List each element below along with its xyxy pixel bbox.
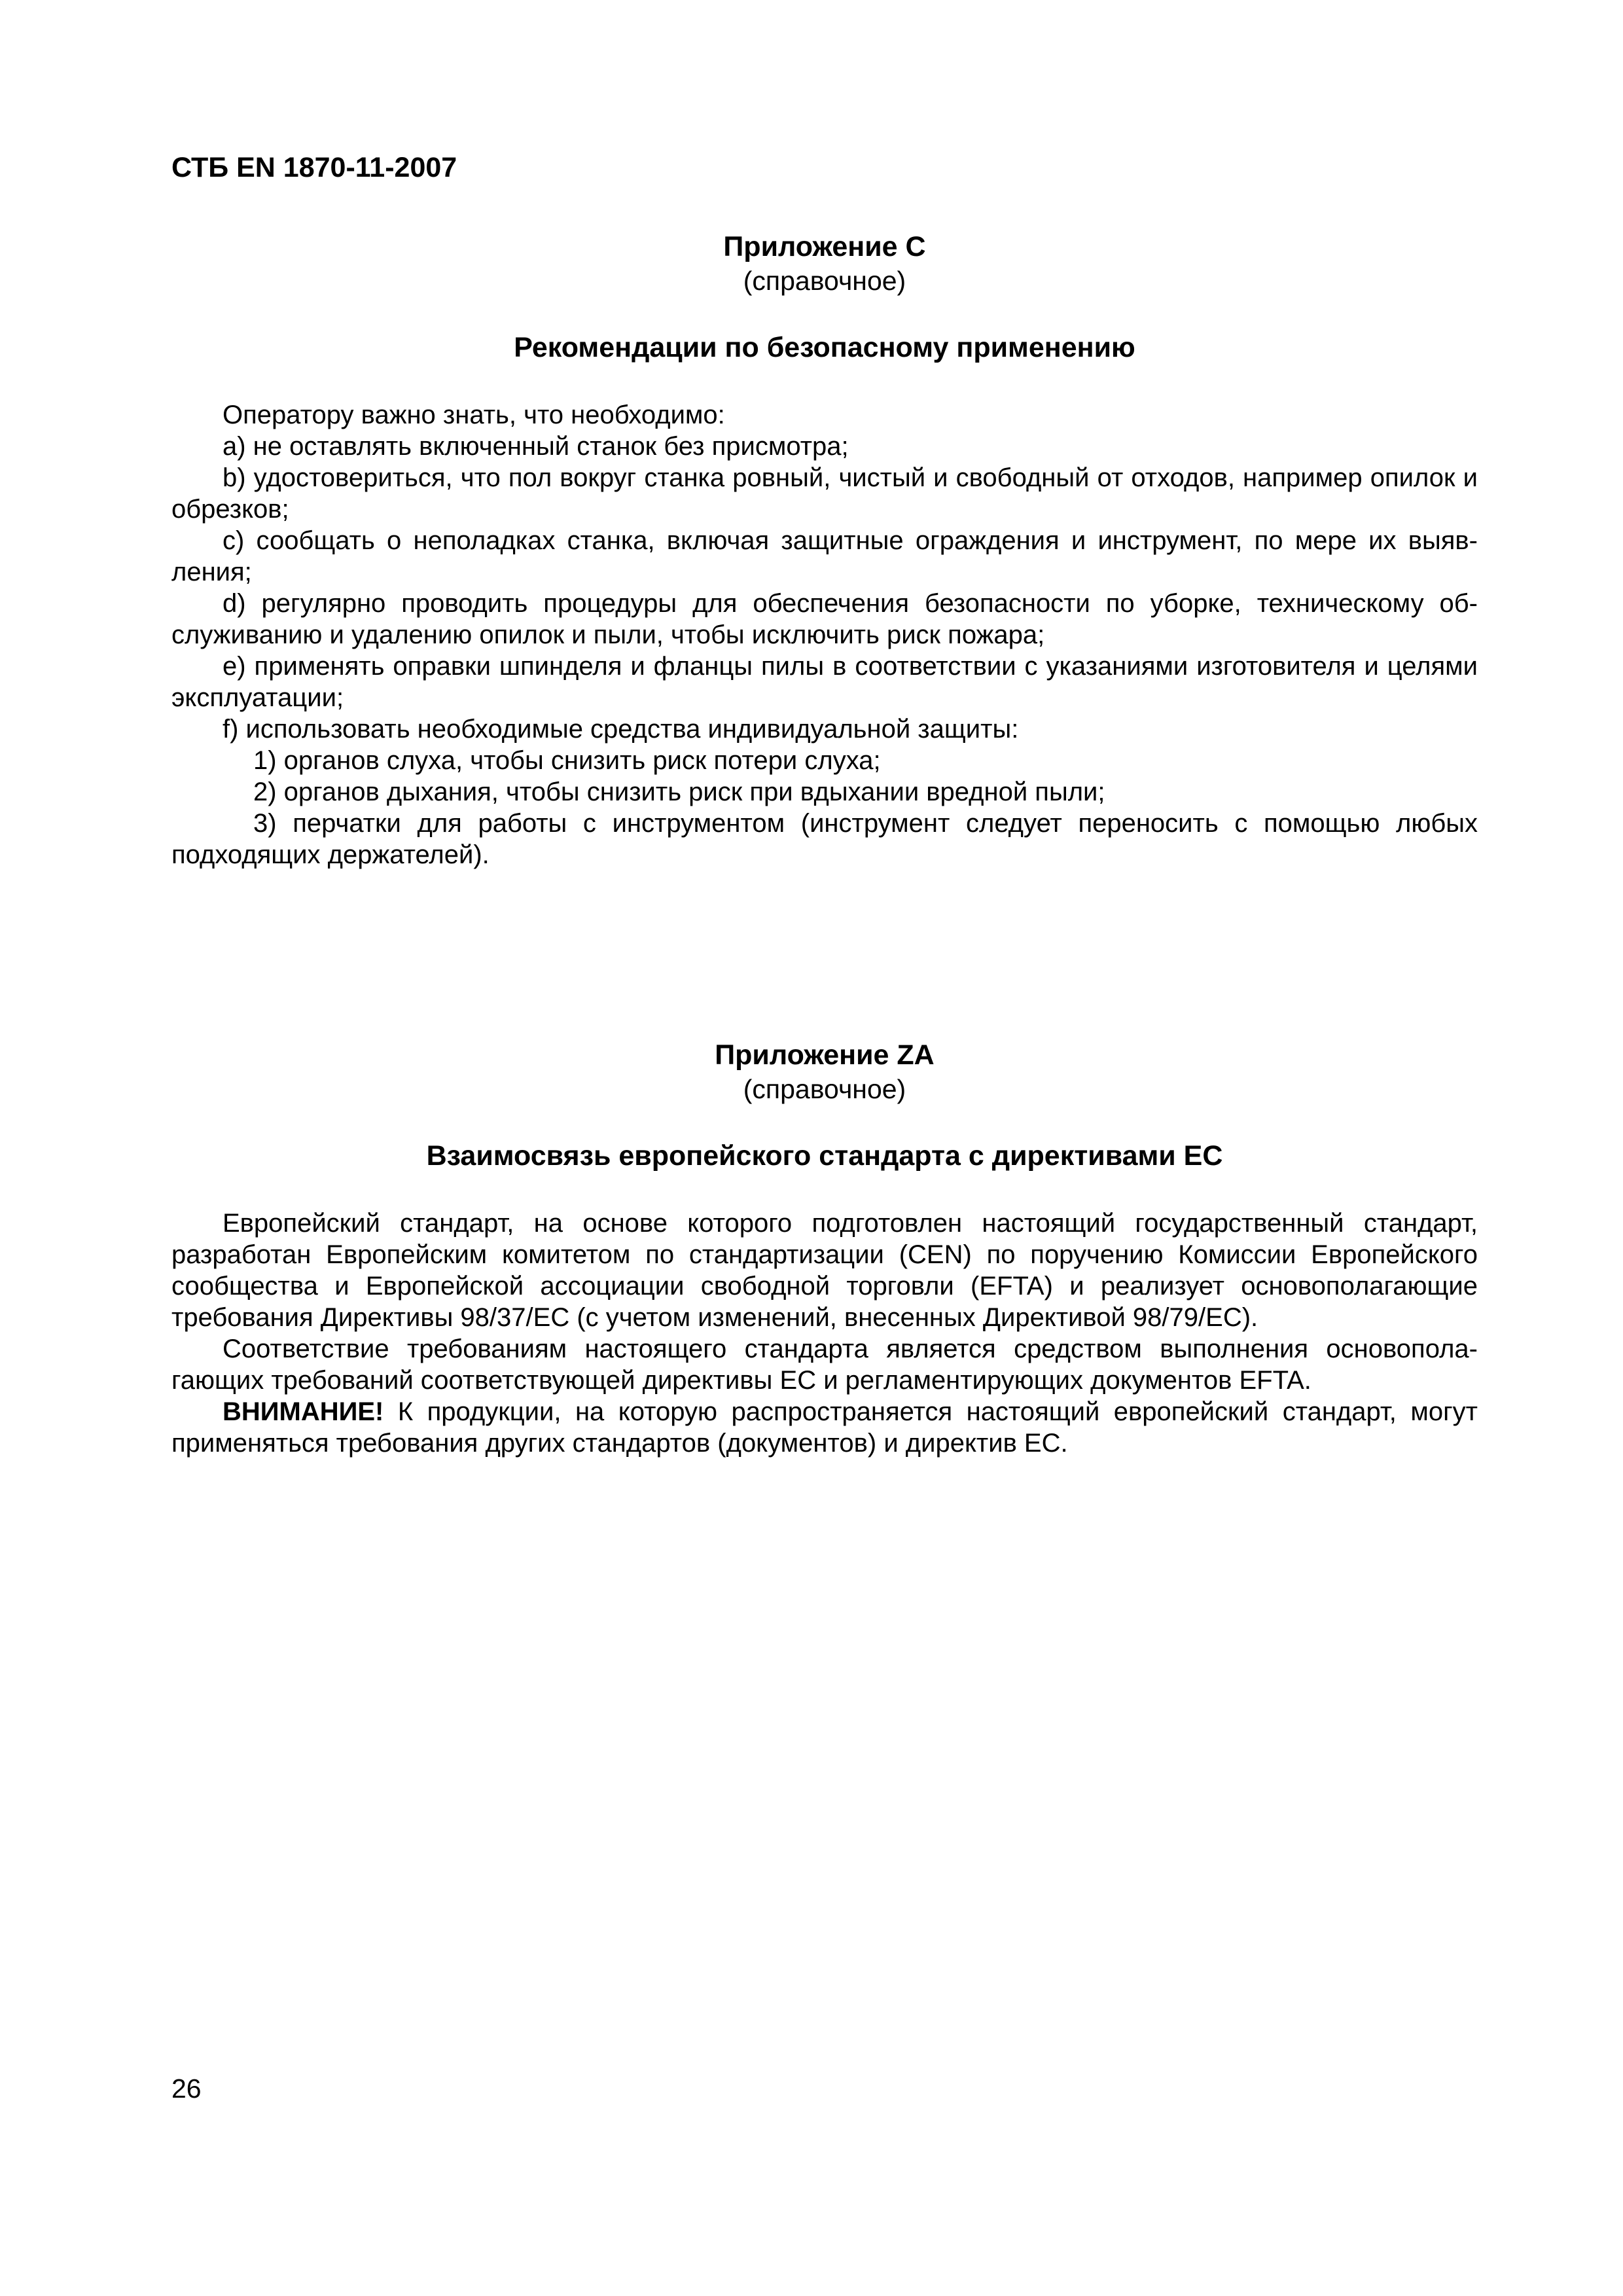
- annex-za-paragraph: Европейский стандарт, на основе которого подготовлен настоящий государственный стандарт, разработан Европейским комитетом по стандартизации (CEN) по поручению Комиссии Европейского сообщества и Европейской ассоциации свободной торговли (EFTA) и реализует основополагающие требования Директивы 98/37/ЕС (с учетом изменений, внесенных Директивой 98/79/ЕС).: [171, 1209, 1478, 1332]
- annex-za-title: Приложение ZA: [715, 1039, 935, 1071]
- list-item: а) не оставлять включенный станок без присмотра;: [223, 432, 849, 461]
- annex-za-subtitle: (справочное): [743, 1074, 906, 1104]
- list-item: е) применять оправки шпинделя и фланцы пилы в соответствии с указаниями изготовителя и целями эксплуатации;: [171, 652, 1478, 712]
- annex-za-section: [171, 1037, 1478, 1459]
- sub-list-item: 3) перчатки для работы с инструментом (инструмент следует переносить с помощью любых подходящих держателей).: [171, 809, 1478, 869]
- annex-c-section: [171, 229, 1478, 870]
- warning-text: К продукции, на которую распространяется настоящий европейский стандарт, могут применяться требования других стандартов (документов) и директив ЕС.: [171, 1397, 1478, 1458]
- list-item: с) сообщать о неполадках станка, включая защитные ограждения и инструмент, по мере их выявления;: [171, 526, 1478, 586]
- annex-c-intro: Оператору важно знать, что необходимо:: [223, 401, 725, 429]
- warning-label: ВНИМАНИЕ!: [223, 1397, 384, 1426]
- list-item: d) регулярно проводить процедуры для обеспечения безопасности по уборке, техническому обслуживанию и удалению опилок и пыли, чтобы исключить риск пожара;: [171, 589, 1478, 649]
- annex-c-title: Приложение С: [723, 231, 926, 262]
- list-item: f) использовать необходимые средства индивидуальной защиты:: [223, 715, 1019, 744]
- list-item: b) удостовериться, что пол вокруг станка ровный, чистый и свободный от отходов, например опилок и обрезков;: [171, 463, 1478, 524]
- annex-c-heading: Рекомендации по безопасному применению: [514, 332, 1135, 363]
- annex-za-paragraph: Соответствие требованиям настоящего стандарта является средством выполнения основополагающих требований соответствующей директивы ЕС и регламентирующих документов EFTA.: [171, 1335, 1478, 1395]
- page-number: 26: [171, 2073, 202, 2104]
- annex-za-warning-paragraph: [171, 1396, 1478, 1459]
- annex-c-subtitle: (справочное): [743, 266, 906, 296]
- document-id-header: СТБ EN 1870-11-2007: [171, 152, 457, 183]
- sub-list-item: 2) органов дыхания, чтобы снизить риск при вдыхании вредной пыли;: [253, 778, 1105, 806]
- sub-list-item: 1) органов слуха, чтобы снизить риск потери слуха;: [253, 746, 881, 775]
- annex-za-heading: Взаимосвязь европейского стандарта с директивами ЕС: [426, 1140, 1223, 1172]
